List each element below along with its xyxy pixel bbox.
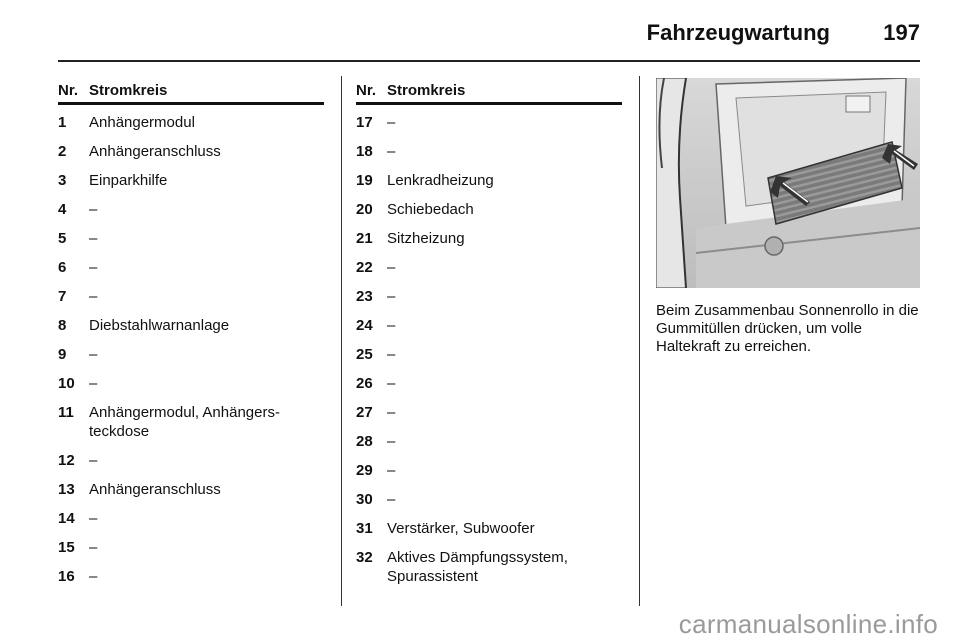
- table-header-rule: [58, 102, 324, 105]
- table-row: [356, 432, 622, 451]
- table-row: [58, 113, 324, 132]
- table-row: [58, 480, 324, 499]
- fuse-number: 28: [356, 433, 373, 450]
- table-row: [356, 171, 622, 190]
- table-row: [58, 451, 324, 470]
- page-header: [58, 16, 920, 56]
- fuse-number: 5: [58, 230, 67, 247]
- circuit-name: –: [387, 114, 396, 131]
- table-row: [356, 200, 622, 219]
- circuit-name: –: [387, 143, 396, 160]
- table-row: [356, 345, 622, 364]
- circuit-name: –: [387, 491, 396, 508]
- fuse-table-right: [356, 80, 622, 596]
- fuse-table-left: [58, 80, 324, 596]
- table-row: [356, 490, 622, 509]
- table-row: [356, 113, 622, 132]
- fuse-number: 29: [356, 462, 373, 479]
- column-header-circuit: Stromkreis: [387, 82, 466, 99]
- table-row: [58, 567, 324, 586]
- fuse-number: 8: [58, 317, 67, 334]
- table-row: [356, 287, 622, 306]
- table-row: [356, 548, 622, 586]
- circuit-name: –: [387, 433, 396, 450]
- page-title: Fahrzeugwartung: [646, 20, 830, 45]
- circuit-name: Verstärker, Subwoofer: [387, 520, 535, 537]
- circuit-name: –: [387, 404, 396, 421]
- table-row: [58, 200, 324, 219]
- circuit-name: Sitzheizung: [387, 230, 465, 247]
- fuse-number: 10: [58, 375, 75, 392]
- circuit-name: Lenkradheizung: [387, 172, 494, 189]
- circuit-name: Diebstahlwarnanlage: [89, 317, 230, 334]
- table-row: [58, 374, 324, 393]
- table-body: [356, 113, 622, 586]
- header-divider: [58, 60, 920, 62]
- circuit-name: –: [387, 288, 396, 305]
- fuse-number: 4: [58, 201, 67, 218]
- circuit-name: –: [387, 317, 396, 334]
- circuit-name: –: [89, 452, 98, 469]
- fuse-number: 22: [356, 259, 373, 276]
- fuse-number: 21: [356, 230, 373, 247]
- table-header: [58, 80, 324, 102]
- fuse-number: 24: [356, 317, 373, 334]
- column-header-circuit: Stromkreis: [89, 82, 168, 99]
- table-row: [58, 403, 324, 441]
- circuit-name: Anhängermodul: [89, 114, 195, 131]
- table-row: [58, 258, 324, 277]
- circuit-name: –: [387, 346, 396, 363]
- table-row: [58, 345, 324, 364]
- fuse-number: 2: [58, 143, 67, 160]
- table-row: [356, 229, 622, 248]
- table-row: [356, 403, 622, 422]
- circuit-name: –: [387, 462, 396, 479]
- table-row: [356, 519, 622, 538]
- fuse-number: 6: [58, 259, 67, 276]
- circuit-name: –: [387, 259, 396, 276]
- circuit-name: –: [89, 201, 98, 218]
- fuse-number: 17: [356, 114, 373, 131]
- circuit-name: Schiebedach: [387, 201, 474, 218]
- table-row: [58, 229, 324, 248]
- circuit-name: –: [89, 375, 98, 392]
- column-header-nr: Nr.: [356, 82, 377, 99]
- circuit-name: –: [89, 510, 98, 527]
- fuse-number: 19: [356, 172, 373, 189]
- table-row: [58, 287, 324, 306]
- fuse-number: 9: [58, 346, 67, 363]
- table-row: [58, 142, 324, 161]
- watermark: carmanualsonline.info: [678, 609, 938, 639]
- table-body: [58, 113, 324, 586]
- column-divider: [639, 76, 640, 606]
- fuse-number: 30: [356, 491, 373, 508]
- table-row: [356, 258, 622, 277]
- table-header-rule: [356, 102, 622, 105]
- fuse-number: 26: [356, 375, 373, 392]
- table-row: [58, 509, 324, 528]
- fuse-number: 18: [356, 143, 373, 160]
- circuit-name: –: [89, 288, 98, 305]
- circuit-name: –: [89, 568, 98, 585]
- circuit-name: Einparkhilfe: [89, 172, 168, 189]
- table-row: [58, 316, 324, 335]
- fuse-number: 13: [58, 481, 75, 498]
- circuit-name: –: [387, 375, 396, 392]
- fuse-number: 25: [356, 346, 373, 363]
- fuse-number: 3: [58, 172, 67, 189]
- fuse-number: 16: [58, 568, 75, 585]
- circuit-name: –: [89, 346, 98, 363]
- circuit-name: Anhängeranschluss: [89, 481, 221, 498]
- fuse-number: 7: [58, 288, 67, 305]
- fuse-number: 11: [58, 404, 74, 421]
- page-number: 197: [883, 20, 920, 45]
- fuse-number: 31: [356, 520, 373, 537]
- circuit-name: Aktives Dämpfungssystem, Spurassistent: [387, 549, 568, 585]
- circuit-name: Anhängeranschluss: [89, 143, 221, 160]
- fuse-number: 32: [356, 549, 373, 566]
- column-header-nr: Nr.: [58, 82, 79, 99]
- fuse-number: 1: [58, 114, 67, 131]
- fuse-number: 27: [356, 404, 373, 421]
- table-row: [356, 142, 622, 161]
- table-row: [356, 316, 622, 335]
- fuse-number: 15: [58, 539, 75, 556]
- table-row: [356, 461, 622, 480]
- sunshade-illustration: [656, 78, 920, 288]
- circuit-name: –: [89, 230, 98, 247]
- fuse-number: 14: [58, 510, 75, 527]
- table-row: [356, 374, 622, 393]
- table-row: [58, 171, 324, 190]
- fuse-number: 20: [356, 201, 373, 218]
- table-row: [58, 538, 324, 557]
- circuit-name: Anhängermodul, Anhängers- teckdose: [89, 404, 280, 440]
- figure-caption: Beim Zusammenbau Sonnenrollo in die Gummitüllen drücken, um volle Haltekraft zu erreichen.: [656, 302, 919, 355]
- circuit-name: –: [89, 539, 98, 556]
- fuse-number: 23: [356, 288, 373, 305]
- circuit-name: –: [89, 259, 98, 276]
- table-header: [356, 80, 622, 102]
- column-divider: [341, 76, 342, 606]
- fuse-number: 12: [58, 452, 75, 469]
